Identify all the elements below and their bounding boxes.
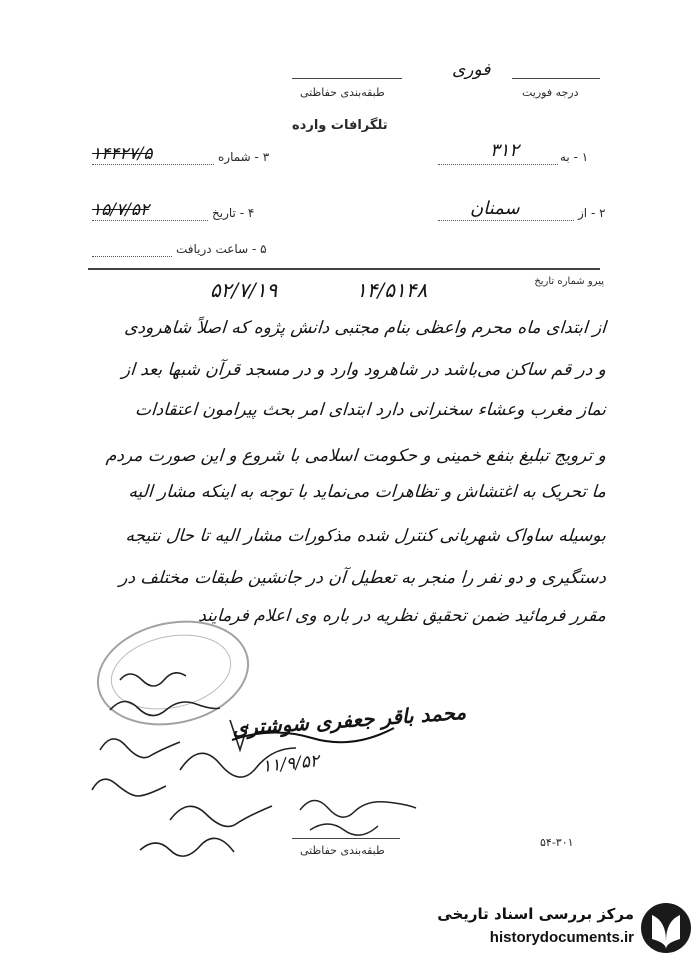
body-line: و در قم ساکن می‌باشد در شاهرود وارد و در مسجد قرآن شبها بعد از <box>121 360 607 380</box>
number-value: ۱۴۴۲۷/۵ <box>92 144 153 164</box>
priority-label: درجه فوریت <box>522 86 579 99</box>
classification-rule <box>292 78 402 79</box>
priority-value: فوری <box>452 60 491 80</box>
archive-logo-icon <box>638 899 694 957</box>
reference-number: ۱۴/۵۱۴۸ <box>356 278 428 302</box>
from-label: ۲ - از <box>578 206 606 220</box>
to-label: ۱ - به <box>560 150 589 164</box>
date-value: ۱۵/۷/۵۲ <box>92 200 150 220</box>
receive-time-label: ۵ - ساعت دریافت <box>176 242 267 256</box>
to-dotted-line <box>438 164 558 165</box>
classification-label: طبقه‌بندی حفاظتی <box>300 86 385 99</box>
form-title: تلگرافات وارده <box>292 118 388 133</box>
date-label: ۴ - تاریخ <box>212 206 255 220</box>
signature-date: ۱۱/۹/۵۲ <box>261 751 320 777</box>
footer-classification-label: طبقه‌بندی حفاظتی <box>300 844 385 857</box>
receive-time-dotted-line <box>92 256 172 257</box>
from-dotted-line <box>438 220 574 221</box>
body-line: و ترویج تبلیغ بنفع خمینی و حکومت اسلامی با شروع و این صورت مردم <box>105 446 607 466</box>
footer-classification-rule <box>292 838 400 839</box>
body-line: نماز مغرب وعشاء سخنرانی دارد ابتدای امر بحث پیرامون اعتقادات <box>134 400 607 420</box>
body-line: از ابتدای ماه محرم واعظی بنام مجتبی دانش پژوه که اصلاً شاهرودی <box>123 318 607 338</box>
watermark-url: historydocuments.ir <box>489 929 634 946</box>
number-label: ۳ - شماره <box>218 150 270 164</box>
from-value: سمنان <box>470 198 520 219</box>
priority-rule <box>512 78 600 79</box>
bottom-note-strokes <box>290 780 450 840</box>
signature: محمد باقر جعفری شوشتری <box>231 699 467 741</box>
to-value: ۳۱۲ <box>490 140 520 161</box>
body-line: مقرر فرمائید ضمن تحقیق نظریه در باره وی اعلام فرمایند <box>197 606 607 626</box>
body-line: دستگیری و دو نفر را منجر به تعطیل آن در جانشین طبقات مختلف در <box>118 568 607 588</box>
watermark <box>400 895 700 962</box>
watermark-title: مرکز بررسی اسناد تاریخی <box>437 905 634 923</box>
signature-underline-icon <box>228 722 398 752</box>
body-line: ما تحریک به اغتشاش و تظاهرات می‌نماید با توجه به اینکه مشار الیه <box>127 482 607 502</box>
reference-label: پیرو شماره تاریخ <box>534 276 604 287</box>
form-code: ۵۴-۳۰۱ <box>540 836 574 849</box>
body-line: بوسیله ساواک شهربانی کنترل شده مذکورات مشار الیه تا حال نتیجه <box>124 526 607 546</box>
reference-date: ۵۲/۷/۱۹ <box>210 278 278 302</box>
number-dotted-line <box>92 164 214 165</box>
header-separator <box>88 268 600 270</box>
date-dotted-line <box>92 220 208 221</box>
